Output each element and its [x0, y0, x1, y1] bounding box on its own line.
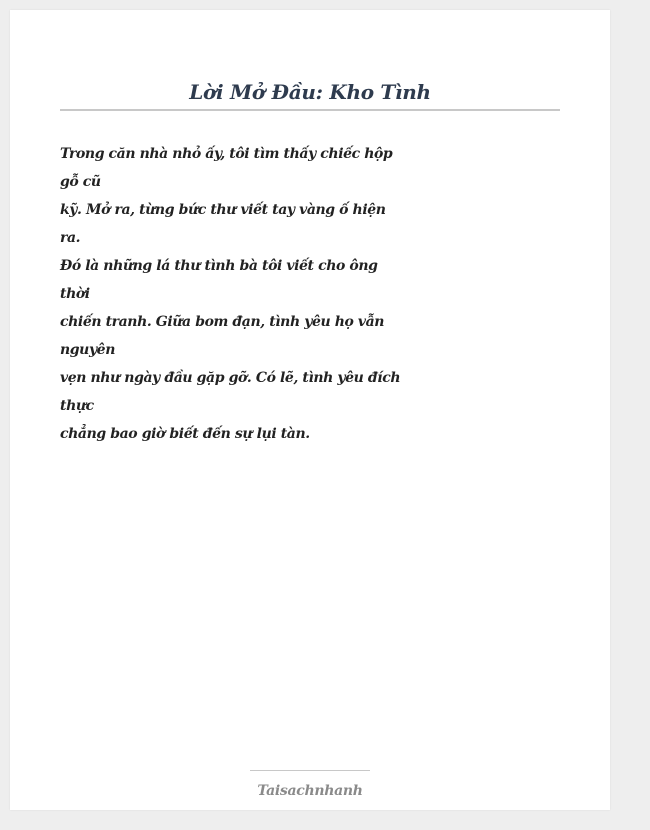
- footer-divider: [250, 770, 370, 771]
- body-line: Đó là những lá thư tình bà tôi viết cho ông: [60, 258, 378, 274]
- body-line: gỗ cũ: [60, 174, 101, 190]
- body-line: chẳng bao giờ biết đến sự lụi tàn.: [60, 426, 310, 442]
- body-line: thực: [60, 398, 94, 414]
- body-line: ra.: [60, 230, 81, 246]
- title-divider: [60, 109, 560, 111]
- body-line: thời: [60, 286, 90, 302]
- body-line: vẹn như ngày đầu gặp gỡ. Có lẽ, tình yêu đích: [60, 370, 401, 386]
- body-line: nguyên: [60, 342, 115, 358]
- body-text: [60, 140, 401, 448]
- body-line: chiến tranh. Giữa bom đạn, tình yêu họ vẫn: [60, 314, 385, 330]
- body-line: kỹ. Mở ra, từng bức thư viết tay vàng ố hiện: [60, 202, 386, 218]
- footer-source: Taisachnhanh: [257, 783, 363, 799]
- page-title: Lời Mở Đầu: Kho Tình: [189, 80, 431, 104]
- document-page: [10, 10, 610, 810]
- body-line: Trong căn nhà nhỏ ấy, tôi tìm thấy chiếc hộp: [60, 146, 393, 162]
